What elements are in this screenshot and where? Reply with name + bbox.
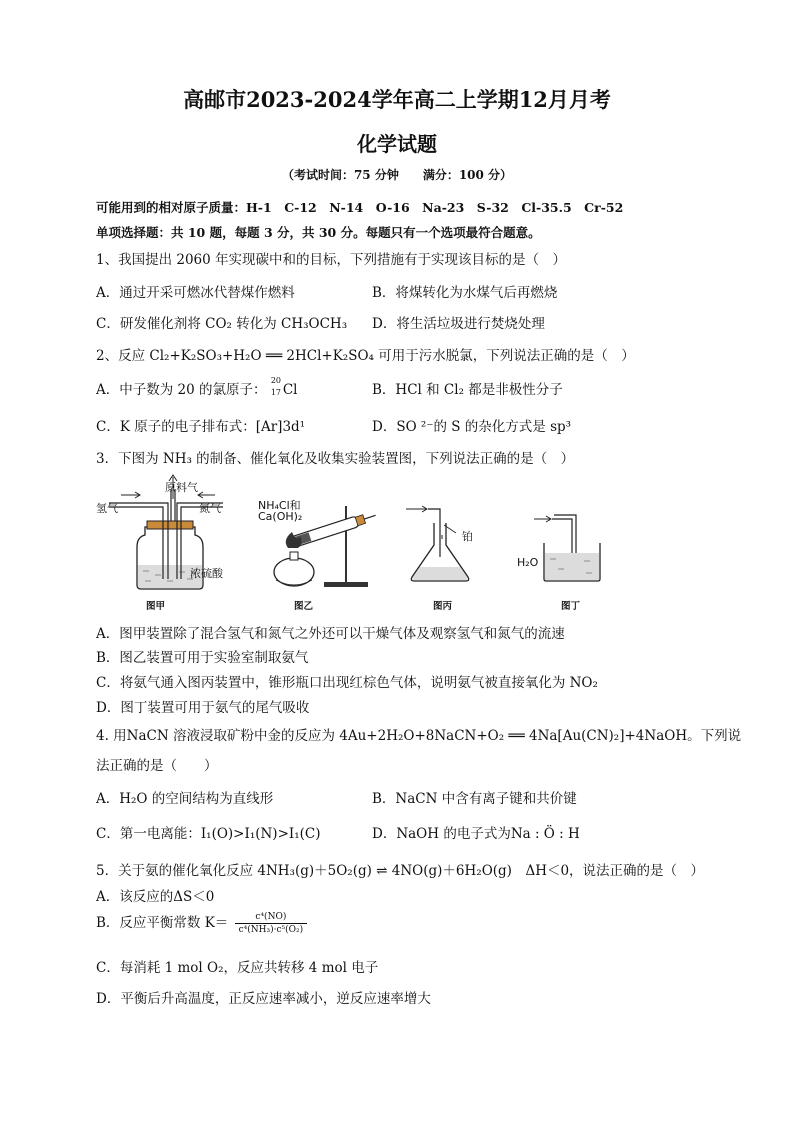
q5-option-c: C．每消耗 1 mol O₂，反应共转移 4 mol 电子 [96,960,379,976]
q1-option-b: B．将煤转化为水煤气后再燃烧 [372,285,558,301]
q3-option-c: C．将氨气通入图丙装置中，锥形瓶口出现红棕色气体，说明氨气被直接氧化为 NO₂ [96,675,598,691]
q3-option-b: B．图乙装置可用于实验室制取氨气 [96,650,309,666]
caption-ding: 图丁 [561,601,581,612]
q5-option-b [96,911,307,936]
fraction-denominator: c⁴(NH₃)·c⁵(O₂) [238,925,304,935]
q5-option-b-text: B．反应平衡常数 K＝ [96,915,229,931]
label-nh4cl: NH₄Cl和 [258,499,301,512]
q4-option-a: A．H₂O 的空间结构为直线形 [96,791,274,807]
q5-stem: 5．关于氨的催化氧化反应 4NH₃(g)＋5O₂(g) ⇌ 4NO(g)＋6H₂O(g) ΔH＜0，说法正确的是（ ） [96,863,705,879]
q5-option-a: A．该反应的ΔS＜0 [96,889,215,905]
isotope-mass: 20 [270,376,281,385]
q5-option-d: D．平衡后升高温度，正反应速率减小，逆反应速率增大 [96,991,431,1007]
q2-option-a-text: A．中子数为 20 的氯原子： [96,382,267,398]
apparatus-jia [95,475,235,615]
isotope-number: 17 [270,388,281,397]
q2-option-c: C．K 原子的电子排布式：[Ar]3d¹ [96,419,306,435]
apparatus-ding [530,505,610,590]
q4-option-b: B．NaCN 中含有离子键和共价键 [372,791,577,807]
q4-stem-continued: 法正确的是（ ） [96,758,218,774]
label-water: H₂O [517,556,539,569]
page-title: 高邮市2023-2024学年高二上学期12月月考 [183,87,611,112]
q2-stem: 2、反应 Cl₂+K₂SO₃+H₂O ══ 2HCl+K₂SO₄ 可用于污水脱氯，下列说法正确的是（ ） [96,348,635,364]
label-nitrogen: 氮气 [199,502,221,515]
section-note: 单项选择题：共 10 题，每题 3 分，共 30 分。每题只有一个选项最符合题意。 [96,225,541,240]
q2-option-b: B．HCl 和 Cl₂ 都是非极性分子 [372,382,563,398]
q4-stem: 4. 用NaCN 溶液浸取矿粉中金的反应为 4Au+2H₂O+8NaCN+O₂ ══ 4Na[Au(CN)₂]+4NaOH。下列说 [96,728,742,744]
atomic-masses: 可能用到的相对原子质量：H-1 C-12 N-14 O-16 Na-23 S-32 Cl-35.5 Cr-52 [96,200,624,215]
label-conc-sulfuric: 浓硫酸 [190,567,223,580]
label-feed-gas: 原料气 [165,481,198,494]
label-platinum: 铂 [462,530,473,543]
isotope-symbol: Cl [282,382,298,398]
q2-option-d: D．SO ²⁻的 S 的杂化方式是 sp³ [372,419,572,435]
q4-option-c: C．第一电离能：I₁(O)>I₁(N)>I₁(C) [96,826,321,842]
caption-bing: 图丙 [433,601,453,612]
q2-option-a [96,378,297,398]
fraction-numerator: c⁴(NO) [235,911,308,924]
q4-option-d: D．NaOH 的电子式为Na : Ö : H [372,826,580,842]
isotope-notation [270,376,283,398]
caption-jia: 图甲 [146,601,166,612]
label-caoh2: Ca(OH)₂ [258,510,303,523]
q1-option-a: A．通过开采可燃冰代替煤作燃料 [96,285,295,301]
apparatus-bing [398,495,488,590]
page-subtitle: 化学试题 [357,132,437,156]
q1-option-d: D．将生活垃圾进行焚烧处理 [372,316,545,332]
label-hydrogen: 氢气 [96,502,118,515]
q3-stem: 3．下图为 NH₃ 的制备、催化氧化及收集实验装置图，下列说法正确的是（ ） [96,451,575,467]
q1-option-c: C．研发催化剂将 CO₂ 转化为 CH₃OCH₃ [96,316,348,332]
exam-info: （考试时间：75 分钟 满分：100 分） [281,168,513,182]
q3-option-a: A．图甲装置除了混合氢气和氮气之外还可以干燥气体及观察氢气和氮气的流速 [96,626,565,642]
q1-stem: 1、我国提出 2060 年实现碳中和的目标，下列措施有于实现该目标的是（ ） [96,252,567,268]
q3-option-d: D．图丁装置可用于氨气的尾气吸收 [96,700,310,716]
equilibrium-fraction [235,911,308,936]
caption-yi: 图乙 [294,601,314,612]
